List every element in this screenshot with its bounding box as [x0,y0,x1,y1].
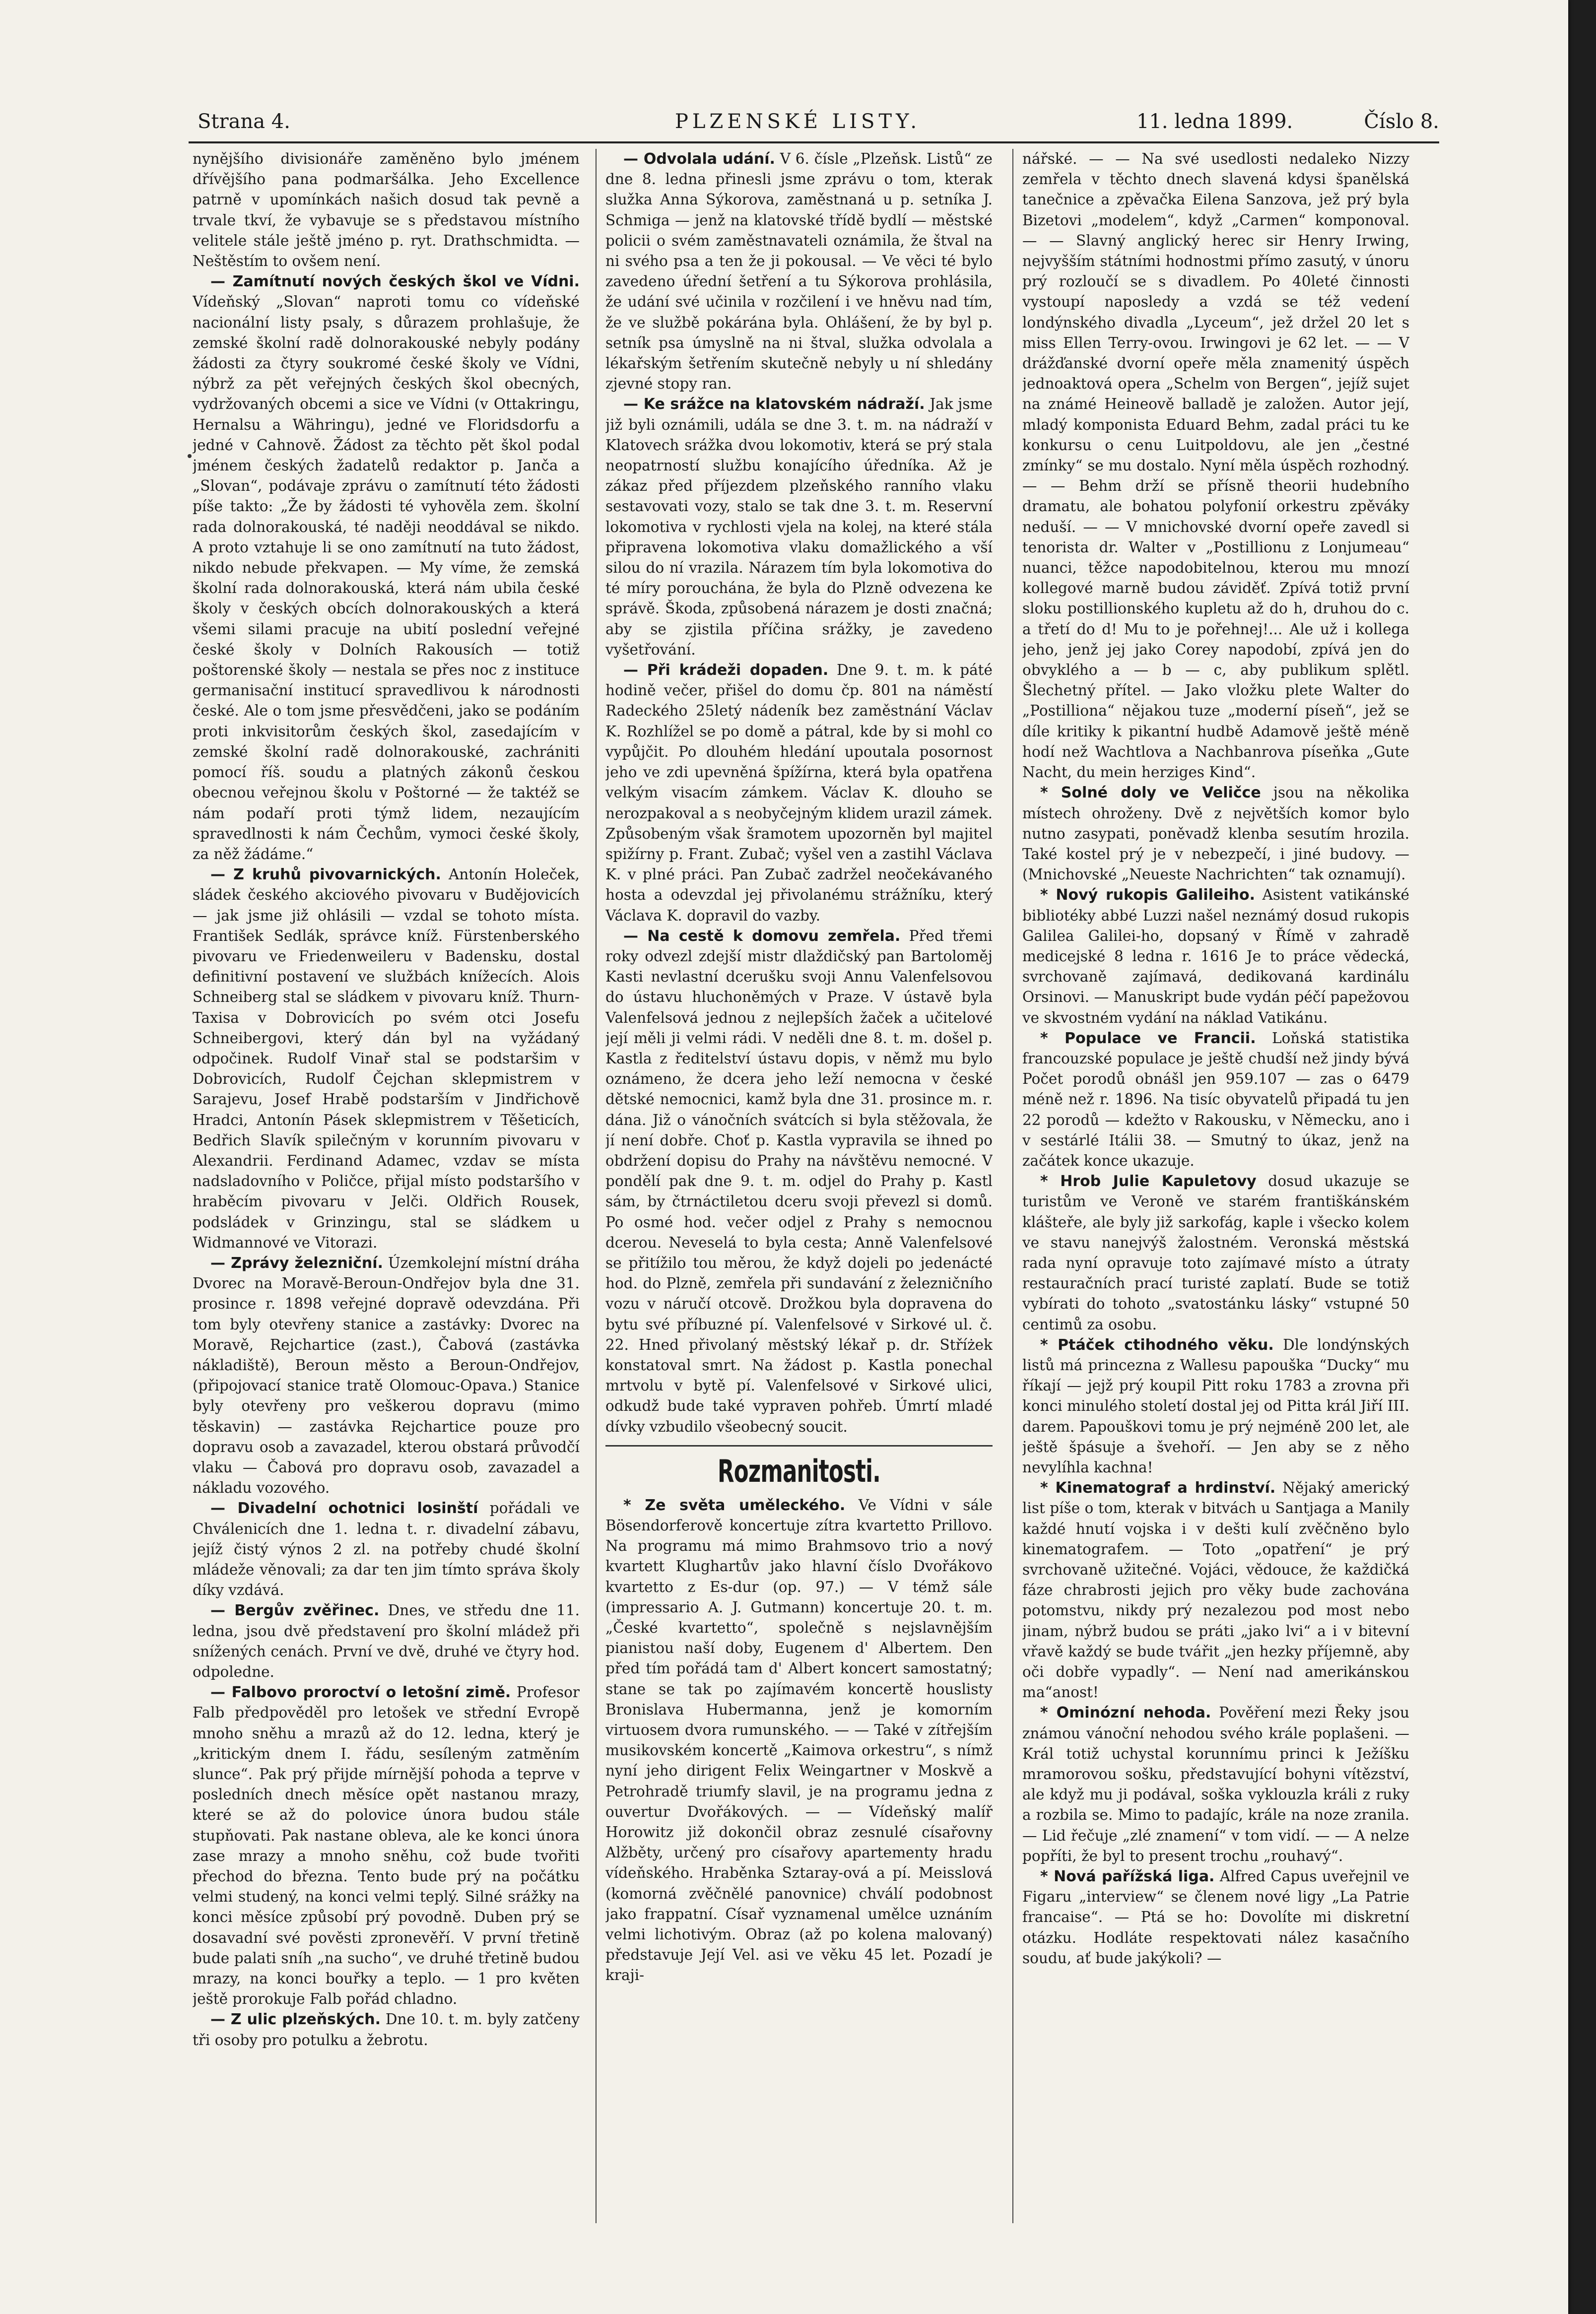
article [193,1682,580,2009]
article-body: Antonín Holeček, sládek českého akciového pivovaru v Budějovicích — jak jsme již ohlásili — vzdal se tohoto místa. František Sedlák, správce kníž. Fürstenberského pivovaru ve Friedenweileru v Badensku, dostal definitivní postavení ve službách knížecích. Alois Schneiberg stal se sládkem v pivovaru kníž. Thurn-Taxisa v Dobrovicích po svém otci Josefu Schneibergovi, který dán byl na vyžádaný odpočinek. Rudolf Vinař stal se podstaršim v Dobrovicích, Rudolf Čejchan sklepmistrem v Sarajevu, Josef Hrabě podstarším v Jindřichově Hradci, Antonín Pásek sklepmistrem v Těšeticích, Bedřich Slavík spilečným v korunním pivovaru v Alexandrii. Ferdinand Adamec, vzdav se místa nadsladovního v Poličce, přijal místo podstaršího v hraběcím pivovaru v Jelči. Oldřich Rousek, podsládek v Grinzingu, stal se sládkem u Widmannové ve Vitorazi. [193,866,580,1251]
article-body: Před třemi roky odvezl zdejší mistr dlaždičský pan Bartoloměj Kasti nevlastní dcerušku svoji Annu Valenfelsovou do ústavu hluchoněmých v Praze. V ústavě byla Valenfelsová jednou z nejlepších žaček a učitelové její měli ji velmi rádi. V neděli dne 8. t. m. došel p. Kastla z ředitelství ústavu dopis, v němž mu bylo oznámeno, že dcera jeho leží nemocna v české dětské nemocnici, kamž byla dne 31. prosince m. r. dána. Již o vánočních svátcích si byla stěžovala, že jí není dobře. Choť p. Kastla vypravila se ihned po obdržení dopisu do Prahy na návštěvu nemocné. V pondělí pak dne 9. t. m. odjel do Prahy p. Kastl sám, by čtrnáctiletou dceru svoji převezl si domů. Po osmé hod. večer odjel z Prahy s nemocnou dcerou. Neveselá to byla cesta; Anně Valenfelsové se přitížilo tou měrou, že když dojeli po jedenácté hod. do Plzně, zemřela při sundavání z železničního vozu v náručí otcově. Drožkou byla dopravena do bytu své příbuzné pí. Valenfelsové v Sirkové ul. č. 22. Hned přivolaný městský lékař p. dr. Stříżek konstatoval smrt. Na žádost p. Kastla ponechal mrtvolu v bytě pí. Valenfelsové v Sirkové ulici, odkudž bude také vypraven pohřeb. Úmrtí mladé dívky vzbudilo všeobecný soucit. [605,927,993,1435]
article-headline: * Nový rukopis Galileiho. [1040,886,1255,904]
article [605,149,993,394]
article-body: Alfred Capus uveřejnil ve Figaru „interview“ se členem nové ligy „La Patrie francaise“. — Ptá se ho: Dovolíte mi diskretní otázku. Hodláte respektovati nález kasačního soudu, ať bude jakýkoli? — [1022,1868,1409,1967]
article-body: Dne 10. t. m. byly zatčeny tři osoby pro potulku a žebrotu. [193,2011,580,2049]
article-body: Územkolejní místní dráha Dvorec na Moravě-Beroun-Ondřejov byla dne 31. prosince r. 1898 veřejné dopravě odevzdána. Při tom byly otevřeny stanice a zastávky: Dvorec na Moravě, Rejchartice (zast.), Čabová (zastávka nákladiště), Beroun město a Beroun-Ondřejov, (připojovací stanice tratě Olomouc-Opava.) Stanice byly otevřeny pro veškerou dopravu (mimo těskavin) — zastávka Rejchartice pouze pro dopravu osob a zavazadel, kterou obstará průvodčí vlaku — Čabová pro dopravu osob, zavazadel a nákladu vozového. [193,1254,580,1497]
article-body: pořádali ve Chválenicích dne 1. ledna t. r. divadelní zábavu, jejíž čistý výnos 2 zl. na potřeby chudé školní mládeže věnovali; za dar ten jim tímto správa školy díky vzdává. [193,1500,580,1599]
article-headline: * Nová pařížská liga. [1040,1868,1215,1886]
article-body: V 6. čísle „Plzeňsk. Listů“ ze dne 8. ledna přinesli jsme zprávu o tom, kterak služka Anna Sýkorova, zaměstnaná u p. setníka J. Schmiga — jenž na klatovské třídě bydlí — městské policii o svém zaměstnavateli oznámila, že štval na ni svého psa a ten že ji pokousal. — Ve věci té bylo zavedeno úřední šetření a tu Sýkorova prohlásila, že udání své učinila v rozčilení i ve hněvu nad tím, že ve službě pokárána byla. Ohlášení, že by byl p. setník psa úmyslně na ni štval, služka odvolala a lékařským šetřením skutečně nebyly u ní shledány zjevné stopy ran. [605,150,993,393]
issue-number: Číslo 8. [1364,110,1439,133]
section-title: Rozmanitosti. [718,1453,880,1489]
article-headline: * Populace ve Francii. [1040,1029,1256,1047]
article [1022,1335,1409,1478]
article-body: Ve Vídni v sále Bösendorferově koncertuje zítra kvartetto Prillovo. Na programu má mimo Brahmsovo trio a nový kvartett Klughartův jako hlavní číslo Dvořákovo kvartetto z Es-dur (op. 97.) — V témž sále (impressario A. J. Gutmann) koncertuje 20. t. m. „České kvartetto“, společně s nejslavnějším pianistou naší doby, Eugenem d' Albertem. Den před tím pořádá tam d' Albert koncert samostatný; stane se tak po zajímavém koncertě houslisty Bronislava Hubermanna, jenž je komorním virtuosem dvora rumunského. — — Také v zítřejším musikovském koncertě „Kaimova orkestru“, s nímž nyní jeho dirigent Felix Weingartner v Moskvě a Petrohradě triumfy slavil, je na programu jedna z ouvertur Dvořákových. — — Vídeňský malíř Horowitz již dokončil obraz zesnulé císařovny Alžběty, určený pro císařovy apartementy hradu vídeňského. Hraběnka Sztaray-ová a pí. Meisslová (komorná zvěčnělé panovnice) chválí podobnost jako frappatní. Císař vyznamenal umělce uznáním velmi lichotivým. Obraz (až po kolena malovaný) představuje Její Vel. asi ve věku 45 let. Pozadí je kraji- [605,1496,993,1984]
article-continuation: nářské. — — Na své usedlosti nedaleko Nizzy zemřela v těchto dnech slavená kdysi španělská tanečnice a zpěvačka Eilena Sanzova, jež prý byla Bizetovi „modelem“, když „Carmen“ komponoval. — — Slavný anglický herec sir Henry Irwing, nejvyšším státními hodnostmi přímo zasutý, v únoru prý rozloučí se s divadlem. Po 40leté činnosti vystoupí naposledy a vzdá se též vedení londýnského divadla „Lyceum“, jež držel 20 let s miss Ellen Terry-ovou. Irwingovi je 62 let. — — V drážďanské dvorní opeře měla znamenitý úspěch jednoaktová opera „Schelm von Bergen“, jejíž sujet na známé Heineově balladě je založen. Autor její, mladý komponista Eduard Behm, zadal práci tu ke konkursu o cenu Luitpoldovu, ale jen „čestné zmínky“ se mu dostalo. Nyní měla úspěch rozhodný. — — Behm drží se přísně theorii hudebního dramatu, ale bohatou polyfonií orkestru zpěváky neduší. — — V mnichovské dvorní opeře zavedl si tenorista dr. Walter v „Postillionu z Lonjumeau“ nuanci, těžce napodobitelnou, kterou mu mnozí kollegové marně budou záviděť. Zpívá totiž první sloku postillionského kupletu až do h, druhou do c. a třetí do d! Mu to je pořehnej!... Ale už i kollega jeho, jenž jej jako Corey napodobí, zpívá jen do obvyklého a — b — c, aby publikum splětl. Šlechetný přítel. — Jako vložku plete Walter do „Postilliona“ nějakou tuze „moderní píseň“, jež se díle kritiky k pikantní hudbě Adamově ještě méně hodí než Wachtlova a Nachbanrova píseňka „Gute Nacht, du mein herziges Kind“. [1022,150,1409,781]
article-body: Dnes, ve středu dne 11. ledna, jsou dvě představení pro školní mládež při snížených cenách. První ve dvě, druhé ve čtyry hod. odpoledne. [193,1602,580,1681]
article-body: Jak jsme již byli oznámili, udála se dne 3. t. m. na nádraží v Klatovech srážka dvou lokomotiv, která se prý stala neopatrností službu konajícího úředníka. Až je zákaz před příjezdem plzeňského ranního vlaku sestavovati vozy, stalo se tak dne 3. t. m. Reservní lokomotiva v rychlosti vjela na kolej, na které stála připravena lokomotiva vlaku domažlického a vší silou do ní vrazila. Nárazem tím byla lokomotiva do té míry porouchána, že byla do Plzně odvezena ke správě. Škoda, způsobená nárazem je dosti značná; aby se zjistila příčina srážky, je zavedeno vyšetřování. [605,396,993,658]
article-headline: — Z ulic plzeňských. [210,2011,381,2029]
article-headline: — Divadelní ochotnici losinští [210,1500,478,1518]
article [193,1253,580,1498]
column-divider [596,149,597,2223]
column-right [1022,149,1409,2283]
article-headline: * Ze světa uměleckého. [623,1496,846,1514]
article-headline: — Bergův zvěřinec. [210,1602,380,1620]
article-body: Asistent vatikánské bibliotéky abbé Luzzi našel neznámý dosud rukopis Galilea Galilei-ho, dopsaný v Římě v zahradě medicejské 8 ledna r. 1616 Je to práce vědecká, svrchovaně zajímavá, dedikovaná kardinálu Orsinovi. — Manuskript bude vydán péčí papežovou ve skvostném vydání na náklad Vatikánu. [1022,886,1409,1026]
article [193,1498,580,1600]
article-body: Nějaký americký list píše o tom, kterak v bitvách u Santjaga a Manily každé hnutí vojska i v dešti kulí zvěčněno bylo kinematografem. — Toto „opatření“ je prý svrchovaně užitečné. Vojáci, vědouce, že každičká fáze chrabrosti jejich pro věky bude zachována potomstvu, nikdy prý nezalezou pod most nebo jinam, nýbrž budou se práti „jako lvi“ a i v bitevní vřavě každý se bude tvářit „jen hezky příjemně, aby oči dobře vypadly“. — Není nad amerikánskou ma“anost! [1022,1479,1409,1701]
article [1022,1866,1409,1969]
article-headline: — Falbovo proroctví o letošní zimě. [210,1684,511,1702]
article [1022,1171,1409,1335]
article-headline: * Kinematograf a hrdinství. [1040,1479,1276,1497]
article-body: Dne 9. t. m. k páté hodině večer, přišel do domu čp. 801 na náměstí Radeckého 25letý nádeník bez zaměstnání Václav K. Rozhlížel se po domě a pátral, kde by si mohl co vypůjčit. Po dlouhém hledání upoutala posornost jeho ve zdi upevněná špížírna, která byla opatřena velkým visacím zámkem. Václav K. dlouho se nerozpakoval a s neobyčejným klidem urazil zámek. Způsobeným však šramotem upozorněn byl majitel spižírny p. Frant. Zubač; vyšel ven a zastihl Václava K. v plné práci. Pan Zubač zadržel neočekávaného hosta a odevzdal jej přivolanému strážníku, který Václava K. dopravil do vazby. [605,661,993,924]
article [605,926,993,1437]
page-number: Strana 4. [198,110,290,133]
column-left [193,149,580,2283]
section-rule [605,1445,993,1447]
article-body: jsou na několika místech ohroženy. Dvě z největších komor bylo nutno zasypati, poněvadž klenba sesutím hrozila. Také kostel prý je v nebezpečí, i jiné budovy. — (Mnichovské „Neueste Nachrichten“ tak oznamují). [1022,784,1409,883]
article [1022,1478,1409,1703]
column-middle [605,149,993,2283]
article-headline: — Odvolala udání. [623,150,775,168]
article [1022,1028,1409,1171]
article-body: Profesor Falb předpověděl pro letošek ve střední Evropě mnoho sněhu a mrazů až do 12. ledna, který je „kritickým dnem I. řádu, sesíleným zatměním slunce“. Pak prý přijde mírnější pohoda a teprve v posledních dnech měsíce opět nastanou mrazy, které se až do polovice února budou stále stupňovati. Pak nastane obleva, ale ke konci února zase mrazy a mnoho sněhu, což bude tvořiti přechod do března. Tento bude prý na počátku velmi studený, na konci velmi teplý. Silné srážky na konci měsíce způsobí prý povodně. Duben prý se dosavadní své pověsti zpronevěří. V první třetině bude palati sníh „na sucho“, ve druhé třetině budou mrazy, na konci bouřky a teplo. — 1 pro květen ještě prorokuje Falb pořád chladno. [193,1684,580,2008]
article-headline: * Ptáček ctihodného věku. [1040,1336,1274,1354]
article [605,394,993,660]
article [1022,885,1409,1028]
article-body: Pověření mezi Řeky jsou známou vánoční nehodou svého krále poplašeni. — Král totiž uchystal korunnímu princi k Ježíšku mramorovou sošku, představující bohyni vítězství, ale když mu ji podával, soška vyklouzla králi z ruky a rozbila se. Mimo to padajíc, krále na noze zranila. — Lid řečuje „zlé znamení“ v tom vidí. — — A nelze popříti, že byl to present trochu „rouhavý“. [1022,1704,1409,1864]
article-headline: — Z kruhů pivovarnických. [210,866,441,884]
article [193,271,580,864]
column-divider [1012,149,1013,2223]
article [193,2009,580,2050]
article [605,660,993,926]
article [193,1600,580,1682]
article-body: Vídeňský „Slovan“ naproti tomu co vídeňské nacionální listy psaly, s důrazem prohlašuje, že zemské školní radě dolnorakouské nebyly podány žádosti za čtyry soukromé české školy ve Vídni, nýbrž za pět veřejných českých škol obecných, vydržovaných obcemi a sice ve Vídni (v Ottakringu, Hernalsu a Währingu), jedné ve Floridsdorfu a jedné v Cahnově. Žádost za těchto pět škol podal jménem českých žadatelů redaktor p. Janča a „Slovan“, podávaje zprávu o zamítnutí této žádosti píše takto: „Že by žádosti té vyhověla zem. školní rada dolnorakouská, té naději neoddával se nikdo. A proto vztahuje li se ono zamítnutí na tuto žádost, nikdo nebude překvapen. — My víme, že zemská školní rada dolnorakouská, která nám ubila české školy v českých obcích dolnorakouských a která všemi silami pracuje na ubití poslední veřejné české školy v Dolních Rakousích — totiž poštorenské školy — nestala se přes noc z instituce germanisační institucí spravedlivou k národnosti české. Ale o tom jsme přesvědčeni, jako se podáním proti inkvisitorům českých škol, zasedajícím v zemské školní radě dolnorakouské, zachrániti pomocí říš. soudu a platných zákonů českou obecnou veřejnou školu v Poštorné — že taktéž se nám podaří proti týmž lidem, nezaujícím spravedlnosti k nám Čechům, vymoci české školy, za něž žádáme.“ [193,293,580,862]
article-headline: — Při krádeži dopaden. [623,661,829,679]
article-headline: * Solné doly ve Veličce [1040,784,1261,802]
article-headline: * Hrob Julie Kapuletovy [1040,1173,1257,1190]
article-headline: — Zprávy železniční. [210,1254,383,1272]
article [193,864,580,1253]
article-body: Dle londýnských listů má princezna z Wallesu papouška “Ducky“ mu říkají — jejž prý koupil Pitt roku 1783 a zrovna při konci minulého století dostal jej od Pitta král Jiří III. darem. Papouškovi tomu je prý nejméně 200 let, ale ještě špásuje a švehoří. — Jen aby se z něho nevylíhla kachna! [1022,1336,1409,1476]
page-header [189,110,1439,140]
article-headline: — Zamítnutí nových českých škol ve Vídni. [210,273,580,291]
article [1022,1703,1409,1866]
newspaper-title: PLZENSKÉ LISTY. [675,110,921,133]
issue-date: 11. ledna 1899. [1136,110,1293,133]
article-headline: — Ke srážce na klatovském nádraží. [623,396,925,413]
margin-mark [188,454,192,458]
article-body: Loňská statistika francouzské populace je ještě chudší než jindy bývá Počet porodů obnášl jen 959.107 — zas o 6479 méně než r. 1896. Na tisíc obyvatelů připadá tu jen 22 porodů — kdežto v Rakousku, v Německu, ano i v sestárlé Itálii 38. — Smutný to úkaz, jenž na začátek konce ukazuje. [1022,1029,1409,1169]
article-headline: — Na cestě k domovu zemřela. [623,927,901,945]
article-continuation: nynějšího divisionáře zaměněno bylo jménem dřívějšího pana podmaršálka. Jeho Excellence patrně v upomínkách našich dosud tak pevně a trvale tkví, že vybavuje se s představou místního velitele stále ještě jméno p. ryt. Drathschmidta. — Neštěstím to ovšem není. [193,150,580,270]
article [1022,783,1409,885]
header-rule [189,141,1439,143]
article-headline: * Ominózní nehoda. [1040,1704,1211,1722]
article [605,1495,993,1986]
article-body: dosud ukazuje se turistům ve Veroně ve starém františkánském klášteře, ale byly již sarkofág, kaple i všecko kolem ve stavu nanejvýš žalostném. Veronská městská rada nyní opravuje toto zajímavé místo a útraty restauračních prací turisté zaplatí. Bude se totiž vybírati do tohoto „svatostánku lásky“ vstupné 50 centimů za osobu. [1022,1173,1409,1333]
